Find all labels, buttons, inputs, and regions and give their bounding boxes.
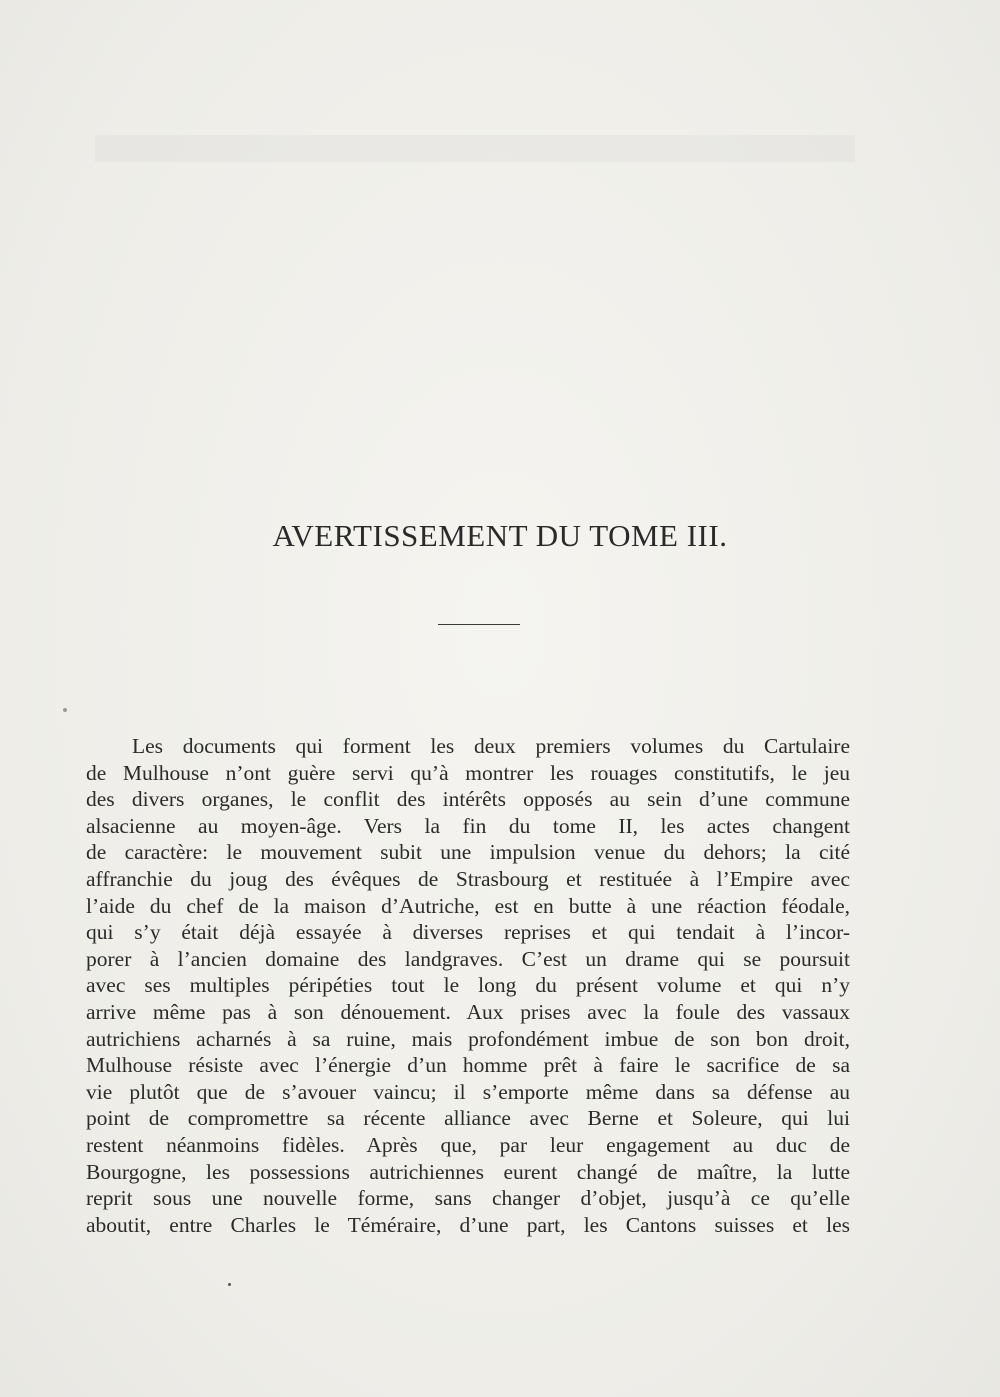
text-line: reprit sous une nouvelle forme, sans changer d’objet, jusqu’à ce qu’elle [86,1186,850,1211]
text-line: Les documents qui forment les deux premiers volumes du Cartulaire [132,734,850,758]
text-line: vie plutôt que de s’avouer vaincu; il s’emporte même dans sa défense au [86,1079,850,1104]
body-paragraph [86,733,850,1238]
title-rule [438,624,520,625]
text-line: de Mulhouse n’ont guère servi qu’à montrer les rouages constitutifs, le jeu [86,760,850,785]
ink-speck [228,1283,231,1286]
text-line: autrichiens acharnés à sa ruine, mais profondément imbue de son bon droit, [86,1026,850,1051]
text-line: arrive même pas à son dénouement. Aux prises avec la foule des vassaux [86,999,850,1024]
text-line: des divers organes, le conflit des intérêts opposés au sein d’une commune [86,787,850,812]
text-line: restent néanmoins fidèles. Après que, par leur engagement au duc de [86,1132,850,1157]
page-title: AVERTISSEMENT DU TOME III. [272,518,728,553]
text-line: aboutit, entre Charles le Téméraire, d’une part, les Cantons suisses et les [86,1212,850,1237]
bleed-through-text [95,135,855,189]
text-line: affranchie du joug des évêques de Strasbourg et restituée à l’Empire avec [86,866,850,891]
text-line: alsacienne au moyen-âge. Vers la fin du tome II, les actes changent [86,813,850,838]
text-line: l’aide du chef de la maison d’Autriche, est en butte à une réaction féodale, [86,893,850,918]
text-line: point de compromettre sa récente alliance avec Berne et Soleure, qui lui [86,1106,850,1131]
text-line: Bourgogne, les possessions autrichiennes eurent changé de maître, la lutte [86,1159,850,1184]
text-line: Mulhouse résiste avec l’énergie d’un homme prêt à faire le sacrifice de sa [86,1053,850,1078]
text-line: qui s’y était déjà essayée à diverses reprises et qui tendait à l’incor- [86,920,850,945]
text-line: de caractère: le mouvement subit une impulsion venue du dehors; la cité [86,840,850,865]
text-line: porer à l’ancien domaine des landgraves. C’est un drame qui se poursuit [86,946,850,971]
ink-speck [63,708,67,712]
text-line: avec ses multiples péripéties tout le long du présent volume et qui n’y [86,973,850,998]
